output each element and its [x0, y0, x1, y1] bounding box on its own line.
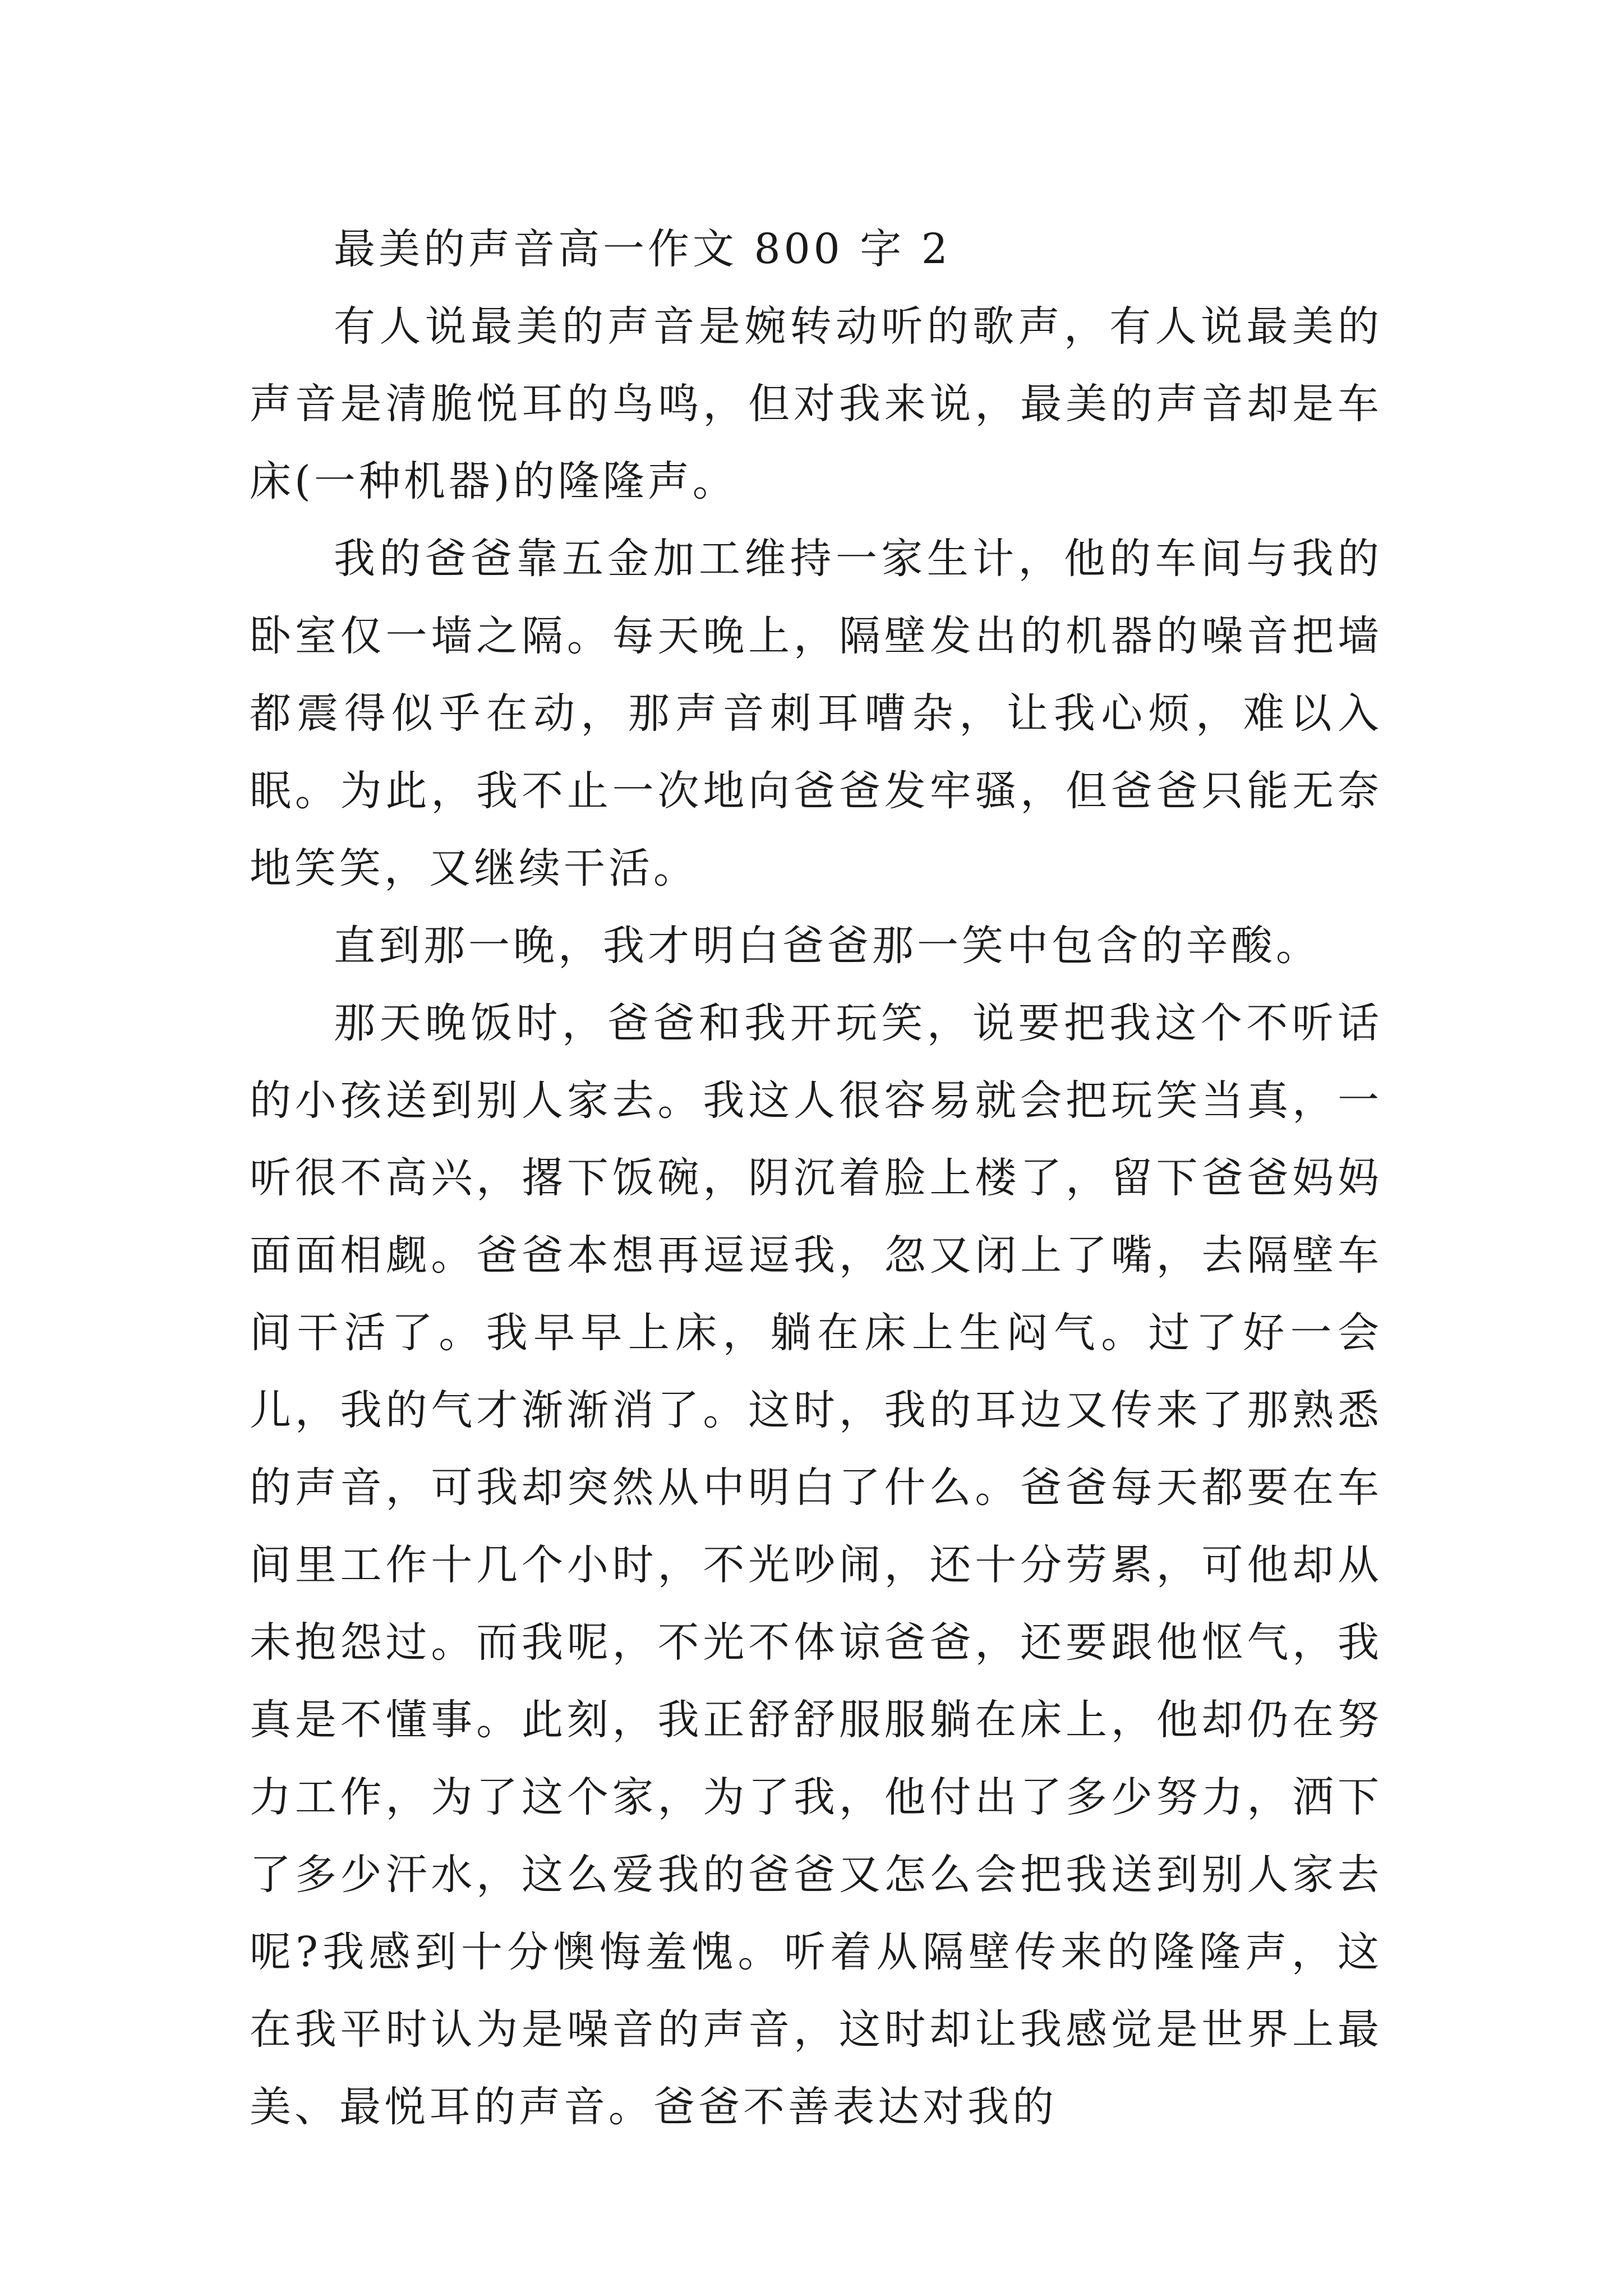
paragraph-1: 有人说最美的声音是婉转动听的歌声，有人说最美的声音是清脆悦耳的鸟鸣，但对我来说，最美的声音却是车床(一种机器)的隆隆声。 [250, 302, 1382, 505]
essay-title: 最美的声音高一作文 800 字 2 [334, 225, 951, 273]
document-body [250, 210, 1382, 2146]
paragraph-3: 直到那一晚，我才明白爸爸那一笑中包含的辛酸。 [334, 922, 1321, 970]
paragraph-2: 我的爸爸靠五金加工维持一家生计，他的车间与我的卧室仅一墙之隔。每天晚上，隔壁发出的机器的噪音把墙都震得似乎在动，那声音刺耳嘈杂，让我心烦，难以入眠。为此，我不止一次地向爸爸发牢骚，但爸爸只能无奈地笑笑，又继续干活。 [250, 535, 1382, 892]
paragraph-4: 那天晚饭时，爸爸和我开玩笑，说要把我这个不听话的小孩送到别人家去。我这人很容易就会把玩笑当真，一听很不高兴，撂下饭碗，阴沉着脸上楼了，留下爸爸妈妈面面相觑。爸爸本想再逗逗我，忽又闭上了嘴，去隔壁车间干活了。我早早上床，躺在床上生闷气。过了好一会儿，我的气才渐渐消了。这时，我的耳边又传来了那熟悉的声音，可我却突然从中明白了什么。爸爸每天都要在车间里工作十几个小时，不光吵闹，还十分劳累，可他却从未抱怨过。而我呢，不光不体谅爸爸，还要跟他怄气，我真是不懂事。此刻，我正舒舒服服躺在床上，他却仍在努力工作，为了这个家，为了我，他付出了多少努力，洒下了多少汗水，这么爱我的爸爸又怎么会把我送到别人家去呢?我感到十分懊悔羞愧。听着从隔壁传来的隆隆声，这在我平时认为是噪音的声音，这时却让我感觉是世界上最美、最悦耳的声音。爸爸不善表达对我的 [250, 999, 1382, 2131]
